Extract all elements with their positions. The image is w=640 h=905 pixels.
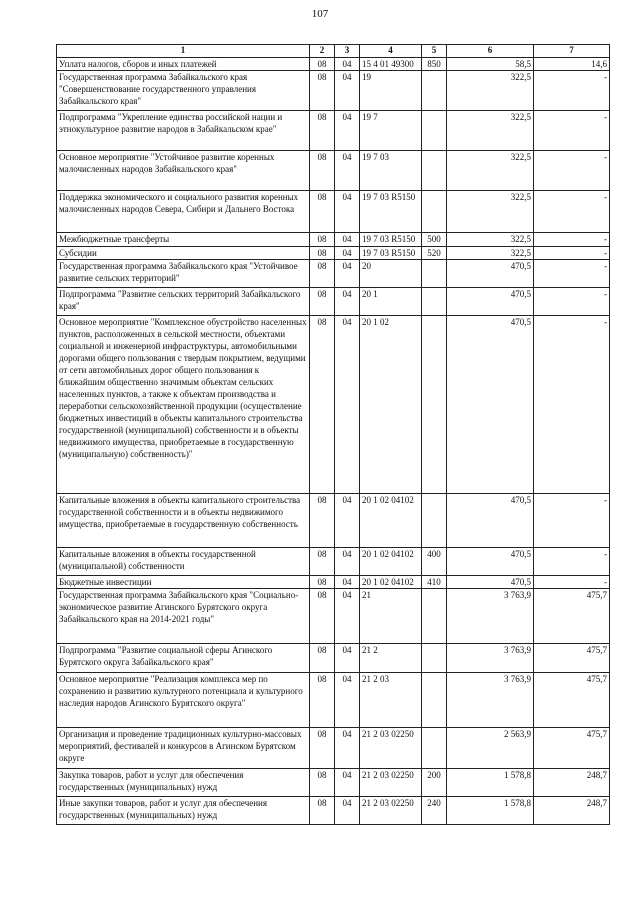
section-code: 08	[310, 260, 335, 288]
subsection-code: 04	[335, 58, 360, 71]
row-name: Подпрограмма "Развитие социальной сферы Агинского Бурятского округа Забайкальского края"	[57, 644, 310, 673]
expense-type-code	[422, 111, 447, 151]
table-row	[57, 644, 610, 673]
target-article-code: 19	[360, 71, 422, 111]
subsection-code: 04	[335, 728, 360, 769]
section-code: 08	[310, 247, 335, 260]
section-code: 08	[310, 797, 335, 825]
table-row	[57, 260, 610, 288]
row-name: Капитальные вложения в объекты капитального строительства государственной собственности и в объекты недвижимого имущества, приобретаемые в государственную собственность	[57, 494, 310, 548]
amount-total: 470,5	[447, 548, 534, 576]
amount-total: 3 763,9	[447, 589, 534, 644]
amount-subvention: 248,7	[534, 769, 610, 797]
amount-subvention: -	[534, 288, 610, 316]
table-row	[57, 71, 610, 111]
expense-type-code	[422, 151, 447, 191]
row-name: Капитальные вложения в объекты государственной (муниципальной) собственности	[57, 548, 310, 576]
section-code: 08	[310, 769, 335, 797]
amount-subvention: -	[534, 260, 610, 288]
row-name: Основное мероприятие "Комплексное обустройство населенных пунктов, расположенных в сельской местности, объектами социальной и инженерной инфраструктуры, автомобильными дорогами общего пользования с твердым покрытием, ведущими от сети автомобильных дорог общего пользования к ближайшим общественно значимым объектам сельских населенных пунктов, а также к объектам производства и переработки сельскохозяйственной продукции (осуществление бюджетных инвестиций в объекты капитального строительства государственной (муниципальной) собственности и в объекты недвижимого имущества, приобретаемые в государственную (муниципальную) собственность)"	[57, 316, 310, 494]
target-article-code: 19 7	[360, 111, 422, 151]
section-code: 08	[310, 673, 335, 728]
amount-total: 470,5	[447, 494, 534, 548]
target-article-code: 20 1	[360, 288, 422, 316]
budget-table	[56, 44, 610, 825]
row-name: Подпрограмма "Укрепление единства российской нации и этнокультурное развитие народов в Забайкальском крае"	[57, 111, 310, 151]
section-code: 08	[310, 191, 335, 233]
amount-total: 1 578,8	[447, 797, 534, 825]
row-name: Государственная программа Забайкальского края "Устойчивое развитие сельских территорий"	[57, 260, 310, 288]
header-cell: 4	[360, 45, 422, 58]
target-article-code: 20 1 02 04102	[360, 494, 422, 548]
subsection-code: 04	[335, 769, 360, 797]
table-row	[57, 797, 610, 825]
expense-type-code: 240	[422, 797, 447, 825]
amount-subvention: 248,7	[534, 797, 610, 825]
amount-subvention: -	[534, 548, 610, 576]
section-code: 08	[310, 548, 335, 576]
target-article-code: 19 7 03 R5150	[360, 233, 422, 247]
table-row	[57, 191, 610, 233]
table-row	[57, 111, 610, 151]
table-row	[57, 576, 610, 589]
header-cell: 1	[57, 45, 310, 58]
target-article-code: 21 2 03 02250	[360, 728, 422, 769]
header-cell: 2	[310, 45, 335, 58]
expense-type-code	[422, 71, 447, 111]
subsection-code: 04	[335, 548, 360, 576]
table-row	[57, 494, 610, 548]
amount-total: 58,5	[447, 58, 534, 71]
section-code: 08	[310, 288, 335, 316]
amount-subvention: -	[534, 576, 610, 589]
table-row	[57, 548, 610, 576]
subsection-code: 04	[335, 288, 360, 316]
expense-type-code	[422, 644, 447, 673]
subsection-code: 04	[335, 191, 360, 233]
section-code: 08	[310, 111, 335, 151]
subsection-code: 04	[335, 494, 360, 548]
target-article-code: 20 1 02 04102	[360, 548, 422, 576]
section-code: 08	[310, 728, 335, 769]
row-name: Поддержка экономического и социального развития коренных малочисленных народов Севера, Сибири и Дальнего Востока	[57, 191, 310, 233]
target-article-code: 19 7 03	[360, 151, 422, 191]
row-name: Организация и проведение традиционных культурно-массовых мероприятий, фестивалей и конкурсов в Агинском Бурятском округе	[57, 728, 310, 769]
amount-total: 322,5	[447, 151, 534, 191]
amount-subvention: 475,7	[534, 644, 610, 673]
section-code: 08	[310, 644, 335, 673]
amount-total: 322,5	[447, 71, 534, 111]
subsection-code: 04	[335, 151, 360, 191]
row-name: Субсидии	[57, 247, 310, 260]
target-article-code: 21 2 03 02250	[360, 769, 422, 797]
amount-subvention: 475,7	[534, 589, 610, 644]
table-row	[57, 58, 610, 71]
expense-type-code: 850	[422, 58, 447, 71]
section-code: 08	[310, 576, 335, 589]
subsection-code: 04	[335, 644, 360, 673]
expense-type-code	[422, 673, 447, 728]
subsection-code: 04	[335, 576, 360, 589]
target-article-code: 19 7 03 R5150	[360, 191, 422, 233]
row-name: Государственная программа Забайкальского края "Совершенствование государственного управления Забайкальского края"	[57, 71, 310, 111]
row-name: Основное мероприятие "Устойчивое развитие коренных малочисленных народов Забайкальского края"	[57, 151, 310, 191]
expense-type-code: 400	[422, 548, 447, 576]
subsection-code: 04	[335, 316, 360, 494]
table-row	[57, 151, 610, 191]
amount-subvention: 475,7	[534, 673, 610, 728]
amount-total: 322,5	[447, 233, 534, 247]
section-code: 08	[310, 494, 335, 548]
target-article-code: 21	[360, 589, 422, 644]
table-row	[57, 673, 610, 728]
section-code: 08	[310, 233, 335, 247]
amount-subvention: -	[534, 111, 610, 151]
expense-type-code	[422, 288, 447, 316]
target-article-code: 21 2 03	[360, 673, 422, 728]
section-code: 08	[310, 316, 335, 494]
target-article-code: 21 2	[360, 644, 422, 673]
subsection-code: 04	[335, 797, 360, 825]
target-article-code: 20 1 02 04102	[360, 576, 422, 589]
subsection-code: 04	[335, 673, 360, 728]
page-number: 107	[311, 8, 329, 20]
amount-subvention: -	[534, 71, 610, 111]
header-cell: 6	[447, 45, 534, 58]
row-name: Основное мероприятие "Реализация комплекса мер по сохранению и развитию культурного потенциала и культурного наследия народов Агинского Бурятского округа"	[57, 673, 310, 728]
amount-total: 470,5	[447, 316, 534, 494]
amount-total: 3 763,9	[447, 673, 534, 728]
target-article-code: 20	[360, 260, 422, 288]
amount-subvention: -	[534, 247, 610, 260]
subsection-code: 04	[335, 71, 360, 111]
target-article-code: 20 1 02	[360, 316, 422, 494]
table-row	[57, 233, 610, 247]
subsection-code: 04	[335, 111, 360, 151]
table-row	[57, 589, 610, 644]
expense-type-code	[422, 728, 447, 769]
subsection-code: 04	[335, 247, 360, 260]
expense-type-code: 520	[422, 247, 447, 260]
section-code: 08	[310, 589, 335, 644]
target-article-code: 15 4 01 49300	[360, 58, 422, 71]
amount-total: 470,5	[447, 576, 534, 589]
amount-subvention: 14,6	[534, 58, 610, 71]
table-row	[57, 247, 610, 260]
table-row	[57, 728, 610, 769]
amount-subvention: -	[534, 233, 610, 247]
row-name: Иные закупки товаров, работ и услуг для обеспечения государственных (муниципальных) нужд	[57, 797, 310, 825]
amount-total: 3 763,9	[447, 644, 534, 673]
row-name: Государственная программа Забайкальского края "Социально-экономическое развитие Агинского Бурятского округа Забайкальского края на 2014-2021 годы"	[57, 589, 310, 644]
section-code: 08	[310, 71, 335, 111]
amount-total: 1 578,8	[447, 769, 534, 797]
amount-total: 470,5	[447, 288, 534, 316]
amount-subvention: 475,7	[534, 728, 610, 769]
amount-subvention: -	[534, 151, 610, 191]
amount-total: 2 563,9	[447, 728, 534, 769]
expense-type-code	[422, 494, 447, 548]
table-row	[57, 316, 610, 494]
header-row	[57, 45, 610, 58]
table-row	[57, 769, 610, 797]
expense-type-code: 500	[422, 233, 447, 247]
expense-type-code	[422, 316, 447, 494]
expense-type-code: 200	[422, 769, 447, 797]
section-code: 08	[310, 151, 335, 191]
amount-total: 322,5	[447, 111, 534, 151]
row-name: Уплата налогов, сборов и иных платежей	[57, 58, 310, 71]
subsection-code: 04	[335, 233, 360, 247]
target-article-code: 19 7 03 R5150	[360, 247, 422, 260]
row-name: Закупка товаров, работ и услуг для обеспечения государственных (муниципальных) нужд	[57, 769, 310, 797]
amount-subvention: -	[534, 494, 610, 548]
section-code: 08	[310, 58, 335, 71]
expense-type-code	[422, 589, 447, 644]
header-cell: 7	[534, 45, 610, 58]
amount-subvention: -	[534, 316, 610, 494]
header-cell: 3	[335, 45, 360, 58]
table-row	[57, 288, 610, 316]
row-name: Межбюджетные трансферты	[57, 233, 310, 247]
header-cell: 5	[422, 45, 447, 58]
amount-subvention: -	[534, 191, 610, 233]
target-article-code: 21 2 03 02250	[360, 797, 422, 825]
amount-total: 322,5	[447, 247, 534, 260]
expense-type-code	[422, 260, 447, 288]
row-name: Бюджетные инвестиции	[57, 576, 310, 589]
amount-total: 470,5	[447, 260, 534, 288]
subsection-code: 04	[335, 260, 360, 288]
subsection-code: 04	[335, 589, 360, 644]
amount-total: 322,5	[447, 191, 534, 233]
expense-type-code	[422, 191, 447, 233]
expense-type-code: 410	[422, 576, 447, 589]
row-name: Подпрограмма "Развитие сельских территорий Забайкальского края"	[57, 288, 310, 316]
